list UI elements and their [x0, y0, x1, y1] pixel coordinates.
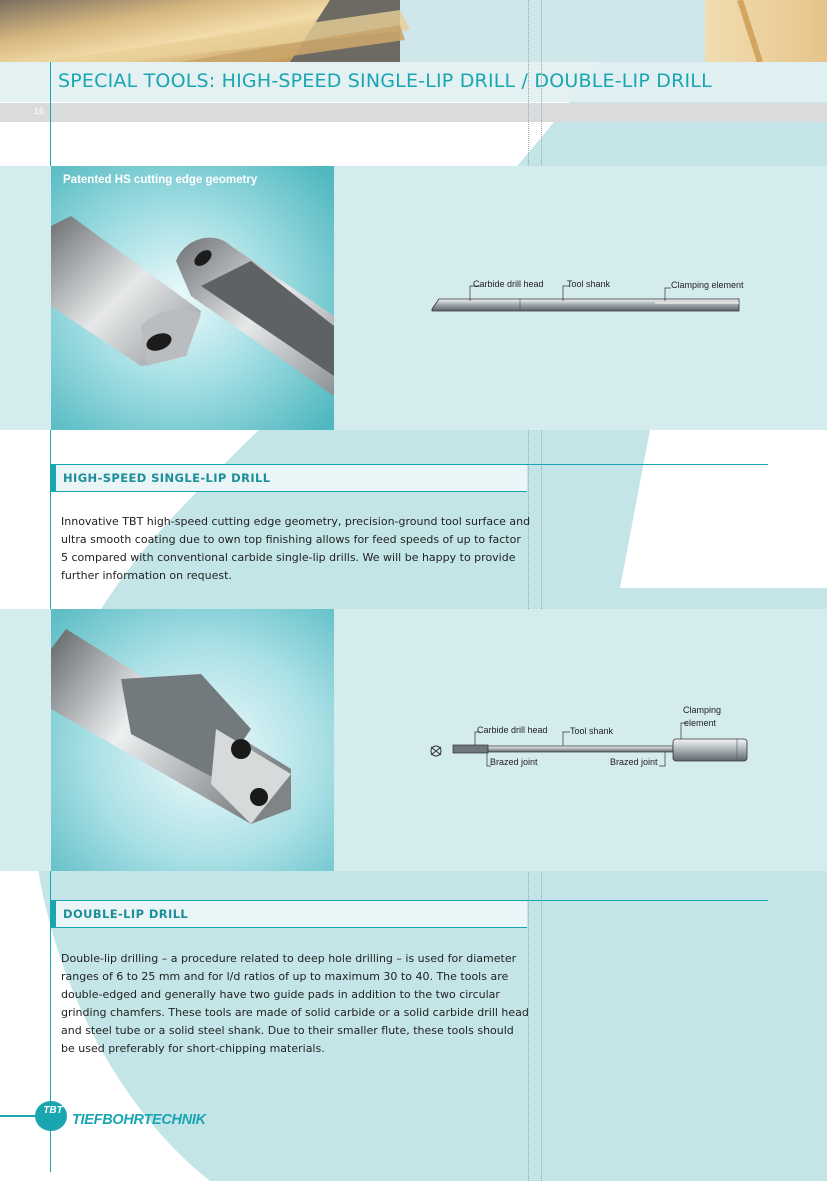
logo-text: TIEFBOHRTECHNIK — [72, 1112, 206, 1128]
section1-body: Innovative TBT high-speed cutting edge geometry, precision-ground tool surface and ultra smooth coating due to own top finishing allows for feed speeds of up to factor 5 compared with conventional carbide single-lip drills. We will be happy to provide further information on request. — [61, 515, 531, 582]
label-carbide-drill-head-2: Carbide drill head — [477, 725, 548, 735]
logo-mark-icon — [33, 1099, 73, 1133]
section2-heading: DOUBLE-LIP DRILL — [63, 907, 189, 921]
section1-heading-box — [51, 464, 527, 492]
label-clamping-line1: Clamping — [683, 705, 722, 715]
page-title: SPECIAL TOOLS: HIGH-SPEED SINGLE-LIP DRILL / DOUBLE-LIP DRILL — [58, 70, 712, 92]
label-brazed-joint-2: Brazed joint — [610, 757, 658, 767]
figure1-caption: Patented HS cutting edge geometry — [63, 174, 258, 186]
label-tool-shank-1: Tool shank — [567, 279, 611, 289]
double-lip-drill-photo — [51, 609, 334, 871]
section2-accent — [51, 901, 56, 927]
section1-rule-extension — [527, 464, 768, 465]
single-lip-drill-image — [51, 166, 334, 430]
label-carbide-drill-head-1: Carbide drill head — [473, 279, 544, 289]
label-clamping-line2: element — [684, 718, 717, 728]
section2-rule-extension — [527, 900, 768, 901]
section2-body: Double-lip drilling – a procedure related to deep hole drilling – is used for diameter ranges of 6 to 25 mm and for l/d ratios of up to maximum 30 to 40. The tools are double-edged and generally have two guide pads in addition to the two circular grinding chamfers. These tools are made of solid carbide or a solid carbide drill head and steel tube or a solid steel shank. Due to their smaller flute, these tools should be used preferably for short-chipping materials. — [61, 952, 529, 1055]
tbt-logo — [0, 1095, 220, 1140]
double-lip-drill-image — [51, 609, 334, 871]
label-clamping-element-1: Clamping element — [671, 280, 744, 290]
logo-mark-text: TBT — [43, 1105, 63, 1116]
header-gray-bar — [0, 103, 827, 122]
label-brazed-joint-1: Brazed joint — [490, 757, 538, 767]
page-number: 16 — [34, 106, 45, 116]
header-drill-image — [0, 0, 827, 62]
section1-accent — [51, 465, 56, 491]
section1-heading: HIGH-SPEED SINGLE-LIP DRILL — [63, 471, 271, 485]
label-tool-shank-2: Tool shank — [570, 726, 614, 736]
single-lip-drill-photo — [51, 166, 334, 430]
header-photo-strip — [0, 0, 827, 62]
drill-tip-icon — [431, 746, 441, 756]
section2-heading-box — [51, 900, 527, 928]
